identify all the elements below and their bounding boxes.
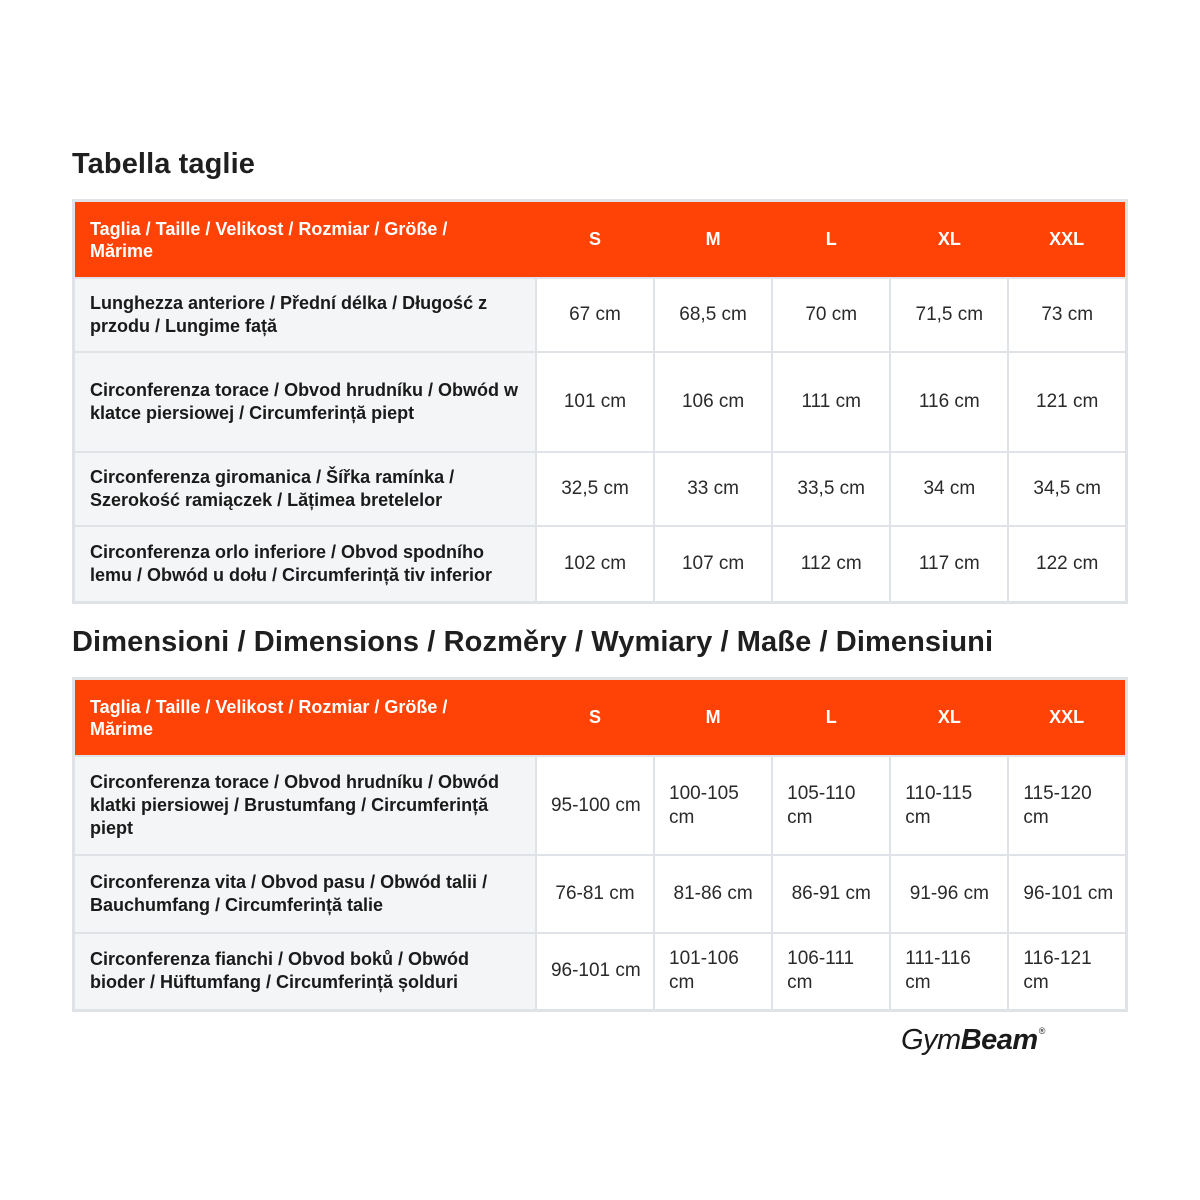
table-cell: 91-96 cm [890, 855, 1008, 933]
logo-text-gym: Gym [901, 1024, 961, 1056]
table-cell: 81-86 cm [654, 855, 772, 933]
row-label: Circonferenza fianchi / Obvod boků / Obwód bioder / Hüftumfang / Circumferință șolduri [74, 933, 536, 1010]
table-row [74, 855, 1127, 933]
table-cell: 122 cm [1008, 526, 1126, 602]
table-cell: 73 cm [1008, 278, 1126, 352]
header-size-m: M [654, 201, 772, 279]
table-cell: 101 cm [536, 352, 654, 452]
table-cell: 86-91 cm [772, 855, 890, 933]
table-cell: 76-81 cm [536, 855, 654, 933]
table-row [74, 933, 1127, 1010]
table-cell: 33,5 cm [772, 452, 890, 526]
header-size-xxl: XXL [1008, 201, 1126, 279]
table-cell: 105-110 cm [772, 756, 890, 855]
table-cell: 34 cm [890, 452, 1008, 526]
table-cell: 32,5 cm [536, 452, 654, 526]
logo-text-beam: Beam [960, 1024, 1038, 1056]
header-size-s: S [536, 201, 654, 279]
table-row [74, 526, 1127, 602]
table-cell: 100-105 cm [654, 756, 772, 855]
table-cell: 95-100 cm [536, 756, 654, 855]
table-cell: 117 cm [890, 526, 1008, 602]
header-size-label: Taglia / Taille / Velikost / Rozmiar / Größe / Mărime [74, 201, 536, 279]
table-row [74, 352, 1127, 452]
row-label: Circonferenza giromanica / Šířka ramínka / Szerokość ramiączek / Lățimea bretelelor [74, 452, 536, 526]
table-cell: 96-101 cm [536, 933, 654, 1010]
table-row [74, 756, 1127, 855]
table-cell: 111 cm [772, 352, 890, 452]
header-size-xl: XL [890, 201, 1008, 279]
table-header-row [74, 679, 1127, 757]
table-cell: 112 cm [772, 526, 890, 602]
gymbeam-logo [901, 1024, 1045, 1057]
header-size-xl: XL [890, 679, 1008, 757]
header-size-label: Taglia / Taille / Velikost / Rozmiar / Größe / Mărime [74, 679, 536, 757]
header-size-s: S [536, 679, 654, 757]
table-cell: 33 cm [654, 452, 772, 526]
row-label: Lunghezza anteriore / Přední délka / Długość z przodu / Lungime față [74, 278, 536, 352]
table-cell: 121 cm [1008, 352, 1126, 452]
header-size-xxl: XXL [1008, 679, 1126, 757]
table-cell: 116 cm [890, 352, 1008, 452]
table-cell: 71,5 cm [890, 278, 1008, 352]
size-chart-title: Tabella taglie [72, 148, 255, 180]
table-cell: 111-116 cm [890, 933, 1008, 1010]
table-cell: 34,5 cm [1008, 452, 1126, 526]
registered-mark: ® [1038, 1026, 1045, 1036]
table-cell: 101-106 cm [654, 933, 772, 1010]
table-row [74, 278, 1127, 352]
table-cell: 110-115 cm [890, 756, 1008, 855]
table-header-row [74, 201, 1127, 279]
header-size-l: L [772, 201, 890, 279]
table-cell: 116-121 cm [1008, 933, 1126, 1010]
size-chart-table [72, 199, 1128, 604]
table-cell: 68,5 cm [654, 278, 772, 352]
table-cell: 106 cm [654, 352, 772, 452]
table-row [74, 452, 1127, 526]
table-cell: 107 cm [654, 526, 772, 602]
table-cell: 70 cm [772, 278, 890, 352]
row-label: Circonferenza torace / Obvod hrudníku / Obwód w klatce piersiowej / Circumferință piept [74, 352, 536, 452]
row-label: Circonferenza vita / Obvod pasu / Obwód talii / Bauchumfang / Circumferință talie [74, 855, 536, 933]
table-cell: 106-111 cm [772, 933, 890, 1010]
table-cell: 96-101 cm [1008, 855, 1126, 933]
header-size-l: L [772, 679, 890, 757]
table-cell: 67 cm [536, 278, 654, 352]
table-cell: 102 cm [536, 526, 654, 602]
header-size-m: M [654, 679, 772, 757]
dimensions-title: Dimensioni / Dimensions / Rozměry / Wymiary / Maße / Dimensiuni [72, 626, 994, 658]
table-cell: 115-120 cm [1008, 756, 1126, 855]
dimensions-table [72, 677, 1128, 1012]
row-label: Circonferenza orlo inferiore / Obvod spodního lemu / Obwód u dołu / Circumferință tiv inferior [74, 526, 536, 602]
row-label: Circonferenza torace / Obvod hrudníku / Obwód klatki piersiowej / Brustumfang / Circumferință piept [74, 756, 536, 855]
